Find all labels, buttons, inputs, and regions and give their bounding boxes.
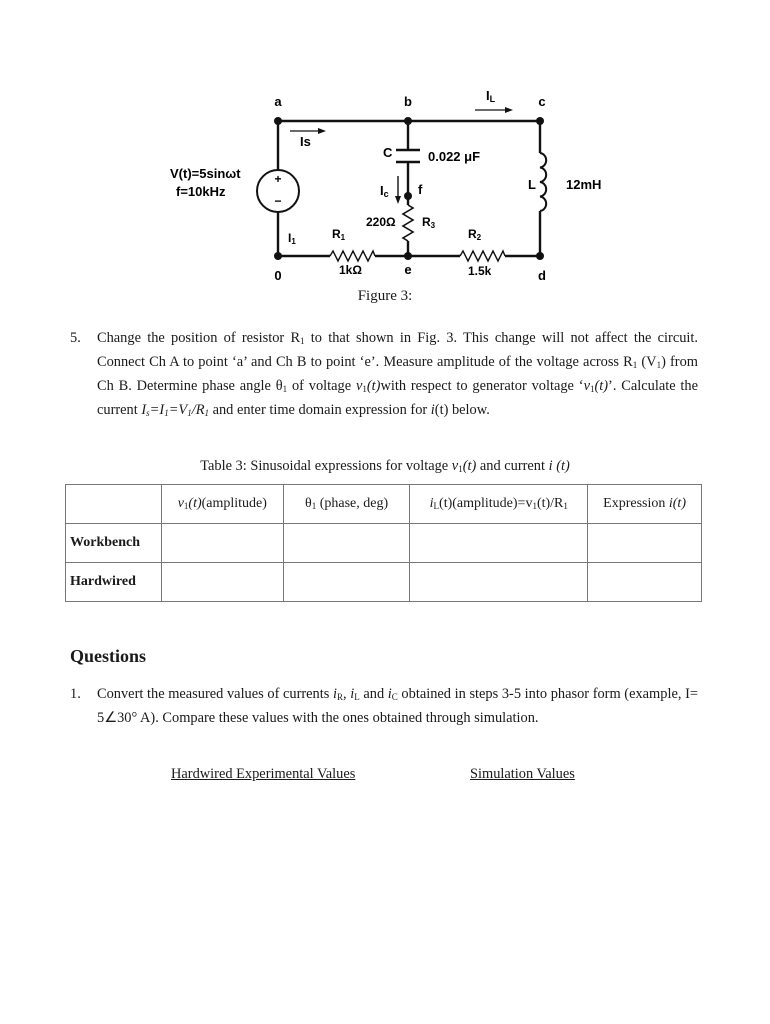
step-5-text: Change the position of resistor $R_1$ to that shown in Fig. 3. This change will not affect the circuit. Connect Ch A to point ‘a’ and Ch B to point ‘e’. Measure amplitude of the voltage across $R_1$ $(V_1)$ from Ch B. Determine phase angle $\theta_1$ of voltage $v_1(t)with$ respect to generator voltage ‘$v_1(t)$’. Calculate the current $I_s=I_1=V_1/R_1$ and enter time domain expression for i(t) below. (97, 330, 698, 418)
capacitor-value: 0.022 μF (428, 149, 481, 164)
resistor-r1 (330, 251, 375, 261)
cell-workbench-v1[interactable] (161, 524, 283, 563)
arrow-ic (395, 176, 401, 204)
source-plus: + (274, 172, 282, 186)
source-minus: − (274, 194, 282, 208)
r2-value: 1.5k (468, 264, 492, 278)
capacitor-name: C (383, 145, 393, 160)
arrow-il (475, 107, 513, 113)
r1-name: R1 (332, 227, 346, 242)
resistor-r2 (460, 251, 505, 261)
row-label-hardwired: Hardwired (66, 563, 162, 602)
node-label-b: b (404, 94, 412, 109)
node-label-c: c (538, 94, 546, 109)
current-label-i1: I1 (288, 231, 296, 246)
source-voltage-label: V(t)=5sinωt (170, 166, 241, 181)
step-number: 5. (70, 330, 81, 346)
cell-workbench-phase[interactable] (283, 524, 410, 563)
node-label-a: a (274, 94, 282, 109)
header-empty (66, 485, 162, 524)
row-label-workbench: Workbench (66, 524, 162, 563)
current-equation: $I_s=I_1=V_1/R_1$ (141, 402, 209, 418)
cell-hardwired-phase[interactable] (283, 563, 410, 602)
inductor (540, 153, 546, 211)
inductor-name: L (528, 177, 536, 192)
header-v1-amplitude: $v_1(t)(amplitude)$ (161, 485, 283, 524)
question-number: 1. (70, 686, 81, 702)
cell-hardwired-il[interactable] (410, 563, 588, 602)
header-phase: $\theta_1$ (phase, deg) (283, 485, 410, 524)
r3-value: 220Ω (366, 215, 396, 229)
table-row (66, 524, 702, 563)
figure-caption: Figure 3: (357, 288, 413, 304)
circuit-figure (0, 0, 770, 320)
question-1 (70, 684, 698, 729)
node-label-zero: 0 (274, 268, 282, 283)
cell-workbench-expression[interactable] (588, 524, 702, 563)
header-expression: Expression i(t) (588, 485, 702, 524)
capacitor (396, 150, 420, 162)
table-3 (65, 484, 702, 602)
question-1-text: Convert the measured values of currents $i_R$, $i_L$ and $i_C$ obtained in steps 3-5 into phasor form (example, I= 5∠30° A). Compare these values with the ones obtained through simulation. (97, 686, 698, 726)
cell-hardwired-v1[interactable] (161, 563, 283, 602)
node-label-d: d (538, 268, 546, 283)
r1-value: 1kΩ (339, 263, 362, 277)
table-header-row (66, 485, 702, 524)
node-label-f: f (418, 182, 423, 197)
cell-workbench-il[interactable] (410, 524, 588, 563)
hardwired-values-heading: Hardwired Experimental Values (171, 766, 356, 782)
header-il-amplitude: $i_L(t)(amplitude)=v_1(t)/R_1$ (410, 485, 588, 524)
step-5 (70, 328, 698, 424)
r2-name: R2 (468, 227, 482, 242)
source-frequency-label: f=10kHz (176, 184, 226, 199)
resistor-r3 (403, 205, 413, 241)
current-label-ic: Ic (380, 183, 389, 199)
cell-hardwired-expression[interactable] (588, 563, 702, 602)
table-3-title: Table 3: Sinusoidal expressions for voltage $v_1(t)$ and current i (t) (200, 458, 570, 474)
inductor-value: 12mH (566, 177, 602, 192)
table-row (66, 563, 702, 602)
node-label-e: e (404, 262, 412, 277)
simulation-values-heading: Simulation Values (470, 766, 575, 782)
current-label-il: IL (486, 88, 496, 104)
circuit-wires (278, 121, 540, 256)
r3-name: R3 (422, 215, 436, 230)
questions-heading: Questions (70, 646, 147, 666)
current-label-is: Is (300, 134, 311, 149)
